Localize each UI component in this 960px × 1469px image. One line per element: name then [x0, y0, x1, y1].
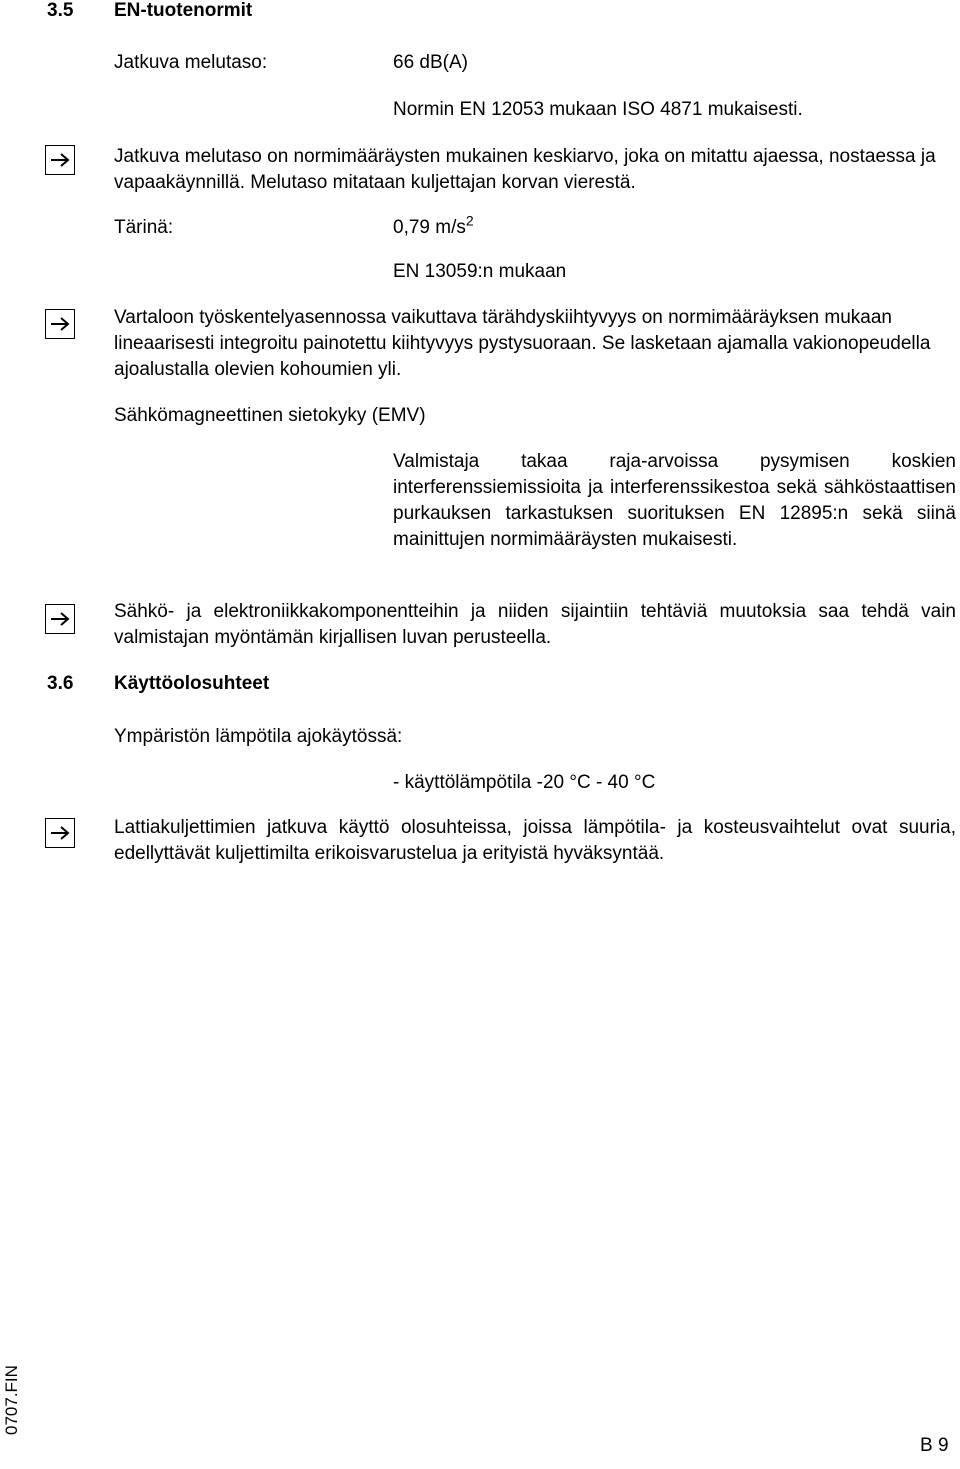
- noise-label: Jatkuva melutaso:: [114, 52, 268, 73]
- environment-note: Lattiakuljettimien jatkuva käyttö olosuhteissa, joissa lämpötila- ja kosteusvaihtelut ovat suuria, edellyttävät kuljettimilta erikoisvarustelua ja erityistä hyväksyntää.: [114, 817, 956, 864]
- noise-note: Jatkuva melutaso on normimääräysten mukainen keskiarvo, joka on mitattu ajaessa, nostaessa ja vapaakäynnillä. Melutaso mitataan kuljettajan korvan vierestä.: [114, 146, 936, 193]
- arrow-right-icon: [45, 604, 75, 634]
- vibration-note: Vartaloon työskentelyasennossa vaikuttava tärähdyskiihtyvyys on normimääräyksen mukaan lineaarisesti integroitu painotettu kiihtyvyys pystysuoraan. Se lasketaan ajamalla vakionopeudella ajoalustalla olevien kohoumien yli.: [114, 307, 931, 380]
- environment-value: - käyttölämpötila -20 °C - 40 °C: [393, 772, 656, 793]
- section-title: EN-tuotenormit: [114, 0, 253, 21]
- vibration-value-wrap: [393, 212, 474, 241]
- document-code-text: 0707.FIN: [2, 1365, 21, 1435]
- emc-note: Sähkö- ja elektroniikkakomponentteihin ja niiden sijaintiin tehtäviä muutoksia saa tehdä vain valmistajan myöntämän kirjallisen luvan perusteella.: [114, 601, 956, 648]
- arrow-right-icon: [45, 818, 75, 848]
- vibration-value: 0,79 m/s: [393, 217, 466, 238]
- vibration-label: Tärinä:: [114, 217, 174, 238]
- arrow-right-icon: [45, 145, 75, 175]
- emc-text: Valmistaja takaa raja-arvoissa pysymisen koskien interferenssiemissioita ja interferenssikestoa sekä sähköstaattisen purkauksen tarkastuksen suorituksen EN 12895:n sekä siinä mainittujen normimääräysten mukaisesti.: [393, 451, 956, 550]
- section-number: 3.6: [47, 673, 74, 694]
- section-number: 3.5: [47, 0, 74, 21]
- emc-label: Sähkömagneettinen sietokyky (EMV): [114, 405, 426, 426]
- section-title: Käyttöolosuhteet: [114, 673, 270, 694]
- noise-value: 66 dB(A): [393, 52, 468, 73]
- document-code: [0, 1345, 24, 1435]
- page-number: B 9: [920, 1435, 949, 1456]
- noise-standard: Normin EN 12053 mukaan ISO 4871 mukaisesti.: [393, 99, 803, 120]
- vibration-standard: EN 13059:n mukaan: [393, 261, 567, 282]
- vibration-value-exponent: 2: [465, 212, 474, 229]
- arrow-right-icon: [45, 309, 75, 339]
- environment-label: Ympäristön lämpötila ajokäytössä:: [114, 726, 403, 747]
